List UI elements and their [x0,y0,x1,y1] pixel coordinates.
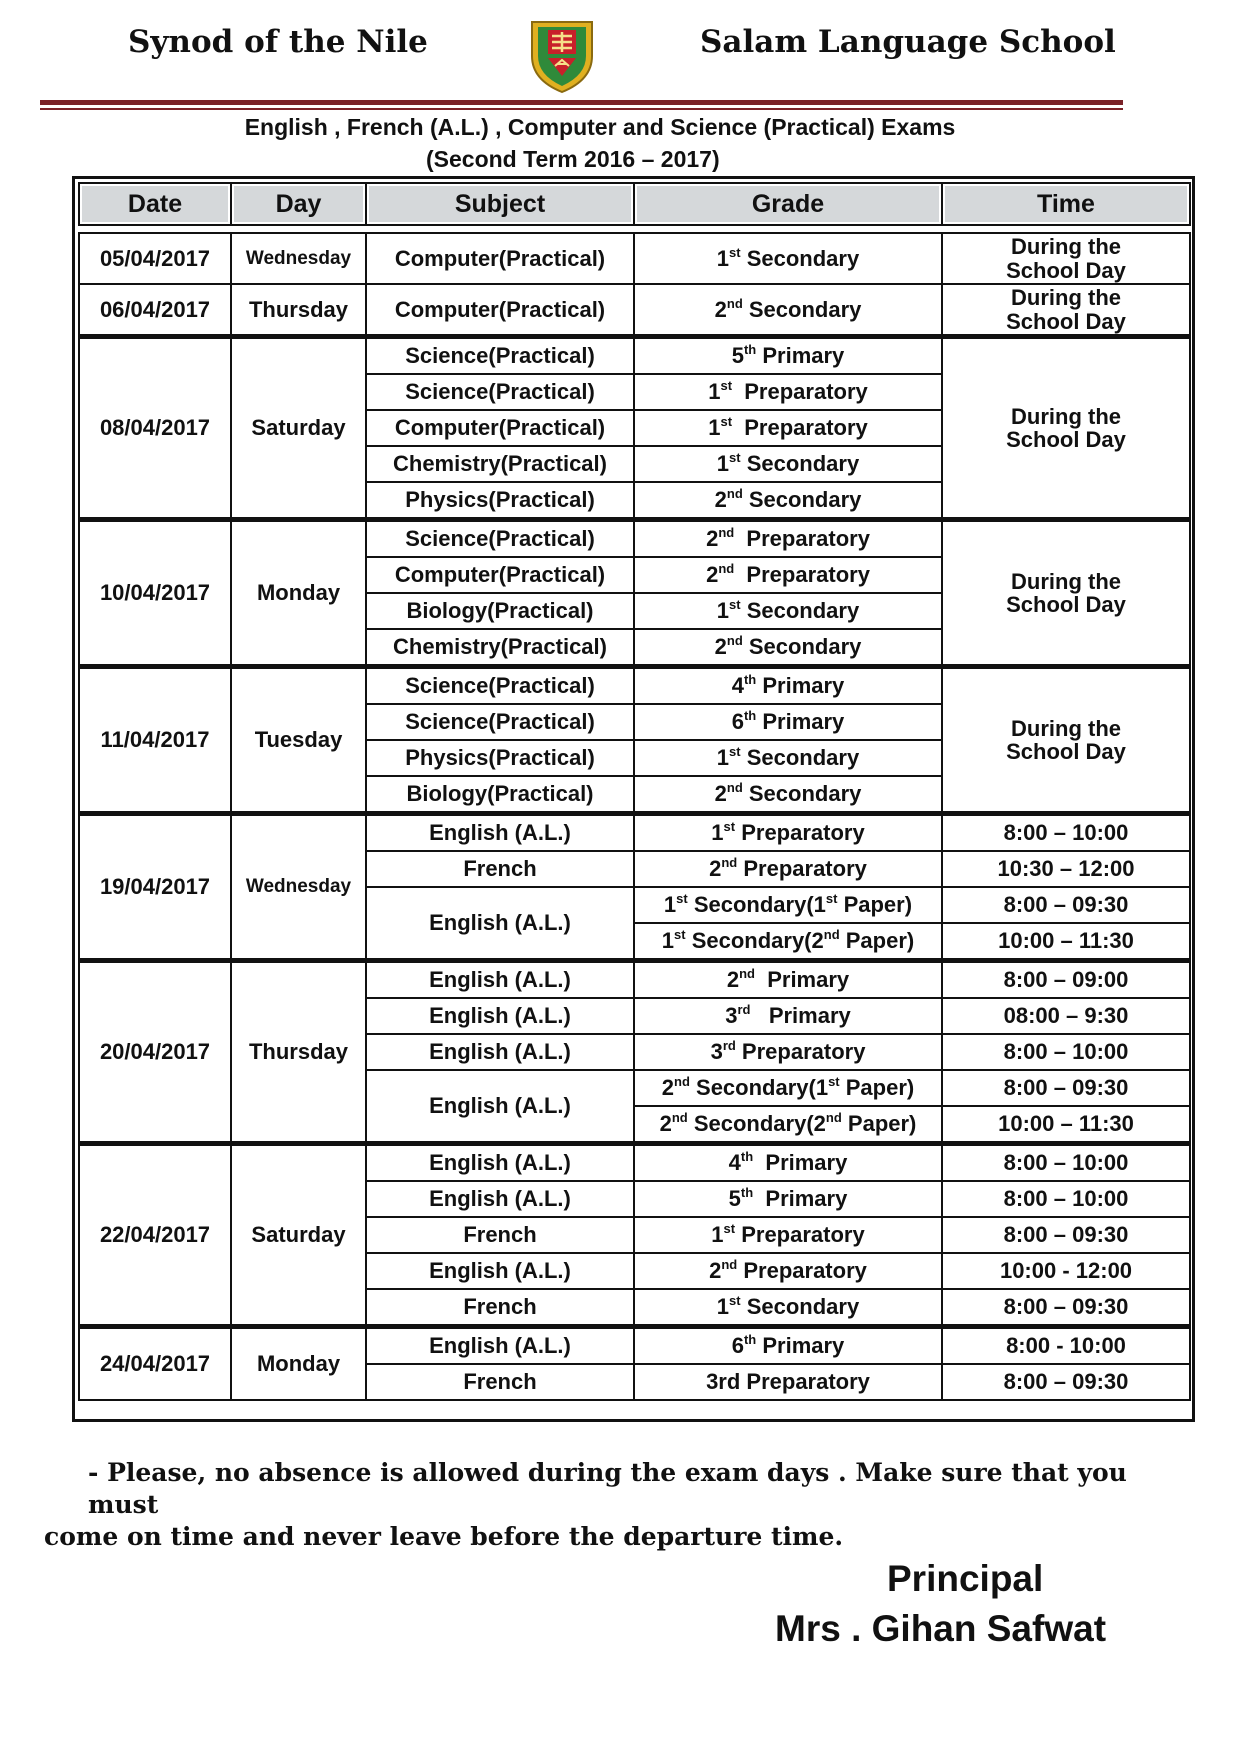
exam-day-cell: Saturday [231,337,366,520]
grade-number: 3 [725,1003,738,1029]
grade-level: Primary [756,343,845,369]
grade-cell [634,593,942,629]
grade-number: 1 [716,598,730,624]
table-spacer-cell [79,225,1190,233]
paper-label: Paper) [841,1111,917,1137]
exam-time-cell: 8:00 – 09:30 [942,887,1190,923]
grade-number: 5 [728,1186,741,1212]
subject-cell: French [366,1364,634,1400]
grade-level: Secondary [742,487,862,513]
grade-level: Primary [756,1333,845,1359]
exam-time-cell: 8:00 – 09:00 [942,961,1190,999]
grade-level: Secondary [740,598,860,624]
grade-cell [634,1070,942,1106]
table-header-row [79,183,1190,225]
exam-time-cell: During the School Day [942,337,1190,520]
grade-number: 1 [716,1294,730,1320]
grade-cell [634,482,942,520]
exam-time-cell: 8:00 – 09:30 [942,1289,1190,1327]
grade-number: 2 [714,296,727,322]
grade-level: Preparatory [734,562,870,588]
grade-ordinal: st [674,927,686,943]
grade-number: 1 [716,245,730,271]
grade-level: Secondary [742,296,862,322]
grade-ordinal: rd [737,1002,751,1018]
exam-day-cell: Thursday [231,961,366,1144]
notice-line-2: come on time and never leave before the departure time. [44,1522,844,1551]
subject-cell: English (A.L.) [366,1070,634,1144]
grade-level: Preparatory [737,1258,867,1284]
table-row [79,520,1190,558]
grade-ordinal: st [729,1293,741,1309]
grade-cell [634,520,942,558]
grade-cell [634,776,942,814]
grade-level: Secondary [740,245,860,271]
grade-cell [634,374,942,410]
grade-level: Preparatory [737,856,867,882]
subject-cell: French [366,1217,634,1253]
grade-number: 2 [709,856,722,882]
exam-date-cell: 05/04/2017 [79,233,231,284]
grade-cell [634,961,942,999]
grade-ordinal: st [729,450,741,466]
header-divider-thin [40,108,1123,110]
header-divider [40,100,1123,105]
paper-ordinal: st [825,891,838,907]
grade-number: 1 [711,1222,724,1248]
exam-schedule-table [78,182,1191,1401]
paper-ordinal: st [828,1074,840,1090]
grade-cell [634,1289,942,1327]
paper-label: Paper) [839,928,915,954]
exam-time-cell: 10:00 – 11:30 [942,923,1190,961]
grade-cell [634,629,942,667]
document-title: English , French (A.L.) , Computer and Science (Practical) Exams [244,114,956,140]
grade-cell [634,1181,942,1217]
subject-cell: Computer(Practical) [366,410,634,446]
exam-date-cell: 24/04/2017 [79,1327,231,1401]
grade-level: Secondary [740,451,860,477]
grade-ordinal: st [723,1221,736,1237]
grade-ordinal: nd [674,1074,690,1090]
grade-ordinal: nd [726,295,743,311]
exam-time-cell: 10:00 - 12:00 [942,1253,1190,1289]
grade-ordinal: st [720,414,733,430]
grade-cell [634,1217,942,1253]
grade-ordinal: st [676,891,688,907]
exam-date-cell: 08/04/2017 [79,337,231,520]
notice-text [44,1457,1144,1553]
grade-level: Secondary [742,781,862,807]
subject-cell: English (A.L.) [366,1144,634,1182]
exam-time-cell: 10:30 – 12:00 [942,851,1190,887]
header-date: Date [79,183,231,225]
table-spacer [79,225,1190,233]
exam-day-cell: Wednesday [231,814,366,961]
header-time: Time [942,183,1190,225]
grade-number: 1 [708,379,721,405]
subject-cell: Physics(Practical) [366,740,634,776]
table-row [79,233,1190,284]
exam-time-cell: During the School Day [942,284,1190,337]
exam-time-cell: 10:00 – 11:30 [942,1106,1190,1144]
grade-level: Preparatory [735,820,865,846]
exam-day-cell: Tuesday [231,667,366,814]
grade-number: 2 [726,967,740,993]
grade-ordinal: nd [726,780,743,796]
grade-number: 2 [714,487,727,513]
grade-ordinal: th [740,1149,754,1165]
grade-cell [634,851,942,887]
table-row [79,961,1190,999]
grade-level: Primary [754,967,850,993]
table-row [79,1327,1190,1365]
exam-day-cell: Monday [231,520,366,667]
grade-ordinal: nd [718,561,735,577]
grade-number: 1 [716,745,730,771]
subject-cell: Science(Practical) [366,704,634,740]
header-subject: Subject [366,183,634,225]
grade-ordinal: th [743,708,757,724]
subject-cell: Computer(Practical) [366,557,634,593]
grade-number: 6 [731,1333,744,1359]
grade-level: Preparatory [732,415,868,441]
exam-time-cell: 8:00 – 10:00 [942,814,1190,852]
subject-cell: English (A.L.) [366,998,634,1034]
grade-ordinal: st [720,378,733,394]
grade-cell [634,410,942,446]
subject-cell: English (A.L.) [366,961,634,999]
paper-label: Paper) [839,1075,915,1101]
subject-cell: English (A.L.) [366,1181,634,1217]
grade-cell [634,446,942,482]
grade-cell [634,1144,942,1182]
exam-time-cell: During the School Day [942,233,1190,284]
grade-level: Secondary(2 [685,928,824,954]
exam-time-cell: 08:00 – 9:30 [942,998,1190,1034]
grade-number: 2 [706,562,719,588]
exam-time-cell: During the School Day [942,667,1190,814]
grade-ordinal: st [729,744,741,760]
grade-ordinal: nd [721,1257,738,1273]
grade-ordinal: st [729,244,741,260]
grade-number: 5 [731,343,744,369]
grade-level: Primary [756,673,845,699]
grade-cell [634,1253,942,1289]
grade-cell [634,233,942,284]
exam-day-cell: Wednesday [231,233,366,284]
grade-ordinal: th [740,1185,754,1201]
grade-number: 1 [716,451,730,477]
grade-ordinal: st [723,819,736,835]
signature-title: Principal [887,1558,1044,1599]
exam-day-cell: Thursday [231,284,366,337]
subject-cell: Computer(Practical) [366,233,634,284]
header-left-text: Synod of the Nile [128,24,428,60]
grade-level: Primary [750,1003,851,1029]
signature-name: Mrs . Gihan Safwat [775,1608,1107,1649]
grade-level: Primary [753,1186,848,1212]
header-right-text: Salam Language School [700,24,1116,60]
grade-number: 1 [711,820,724,846]
exam-time-cell: 8:00 – 10:00 [942,1181,1190,1217]
grade-cell [634,923,942,961]
grade-number: 1 [661,928,675,954]
subject-cell: English (A.L.) [366,887,634,961]
grade-number: 2 [661,1075,675,1101]
subject-cell: Biology(Practical) [366,593,634,629]
paper-label: Paper) [837,892,913,918]
exam-time-cell: During the School Day [942,520,1190,667]
grade-level: Secondary [740,745,860,771]
grade-cell [634,814,942,852]
grade-level: Primary [753,1150,848,1176]
header-day: Day [231,183,366,225]
grade-cell [634,1364,942,1400]
subject-cell: Physics(Practical) [366,482,634,520]
school-crest-logo [524,16,600,94]
table-row [79,814,1190,852]
subject-cell: English (A.L.) [366,1253,634,1289]
table-row [79,337,1190,375]
exam-time-cell: 8:00 – 10:00 [942,1034,1190,1070]
grade-cell [634,1327,942,1365]
subject-cell: French [366,1289,634,1327]
document-subtitle: (Second Term 2016 – 2017) [426,146,720,172]
exam-date-cell: 11/04/2017 [79,667,231,814]
paper-ordinal: nd [825,1110,842,1126]
exam-date-cell: 20/04/2017 [79,961,231,1144]
grade-cell [634,740,942,776]
grade-number: 2 [659,1111,672,1137]
grade-number: 6 [731,709,744,735]
grade-ordinal: nd [721,855,738,871]
header-grade: Grade [634,183,942,225]
grade-number: 1 [708,415,721,441]
grade-number: 3rd Preparatory [706,1369,870,1395]
grade-level: Preparatory [732,379,868,405]
grade-cell [634,667,942,705]
grade-ordinal: nd [739,966,755,982]
exam-time-cell: 8:00 – 09:30 [942,1070,1190,1106]
subject-cell: Science(Practical) [366,667,634,705]
exam-day-cell: Saturday [231,1144,366,1327]
grade-ordinal: th [743,342,757,358]
schedule-body [79,225,1190,1400]
subject-cell: Chemistry(Practical) [366,446,634,482]
grade-ordinal: rd [722,1038,736,1054]
grade-level: Secondary [742,634,862,660]
grade-level: Secondary(1 [689,1075,829,1101]
exam-time-cell: 8:00 – 09:30 [942,1364,1190,1400]
grade-cell [634,704,942,740]
grade-cell [634,998,942,1034]
grade-number: 4 [731,673,744,699]
subject-cell: Science(Practical) [366,520,634,558]
exam-time-cell: 8:00 - 10:00 [942,1327,1190,1365]
grade-ordinal: th [743,1332,757,1348]
grade-cell [634,284,942,337]
grade-ordinal: th [743,672,757,688]
exam-date-cell: 10/04/2017 [79,520,231,667]
paper-ordinal: nd [823,927,840,943]
exam-time-cell: 8:00 – 10:00 [942,1144,1190,1182]
exam-time-cell: 8:00 – 09:30 [942,1217,1190,1253]
grade-level: Preparatory [734,526,870,552]
grade-cell [634,557,942,593]
table-row [79,667,1190,705]
grade-cell [634,1106,942,1144]
grade-level: Preparatory [735,1039,866,1065]
subject-cell: English (A.L.) [366,1327,634,1365]
grade-level: Preparatory [735,1222,865,1248]
subject-cell: English (A.L.) [366,814,634,852]
grade-number: 2 [714,634,727,660]
subject-cell: French [366,851,634,887]
grade-ordinal: nd [726,486,743,502]
grade-number: 2 [706,526,719,552]
grade-level: Secondary [740,1294,860,1320]
grade-ordinal: nd [726,633,743,649]
table-row [79,1144,1190,1182]
grade-number: 1 [663,892,677,918]
grade-ordinal: nd [718,525,735,541]
grade-number: 3 [710,1039,723,1065]
exam-date-cell: 06/04/2017 [79,284,231,337]
subject-cell: Science(Practical) [366,337,634,375]
subject-cell: Computer(Practical) [366,284,634,337]
table-row [79,284,1190,337]
notice-line-1: - Please, no absence is allowed during the exam days . Make sure that you must [88,1458,1127,1519]
grade-number: 2 [709,1258,722,1284]
subject-cell: Chemistry(Practical) [366,629,634,667]
subject-cell: Science(Practical) [366,374,634,410]
grade-number: 2 [714,781,727,807]
exam-date-cell: 19/04/2017 [79,814,231,961]
grade-level: Secondary(1 [687,892,826,918]
subject-cell: Biology(Practical) [366,776,634,814]
grade-cell [634,887,942,923]
exam-date-cell: 22/04/2017 [79,1144,231,1327]
grade-level: Secondary(2 [687,1111,826,1137]
grade-number: 4 [728,1150,741,1176]
grade-ordinal: nd [671,1110,688,1126]
subject-cell: English (A.L.) [366,1034,634,1070]
exam-day-cell: Monday [231,1327,366,1401]
grade-cell [634,337,942,375]
grade-ordinal: st [729,597,741,613]
grade-cell [634,1034,942,1070]
grade-level: Primary [756,709,845,735]
